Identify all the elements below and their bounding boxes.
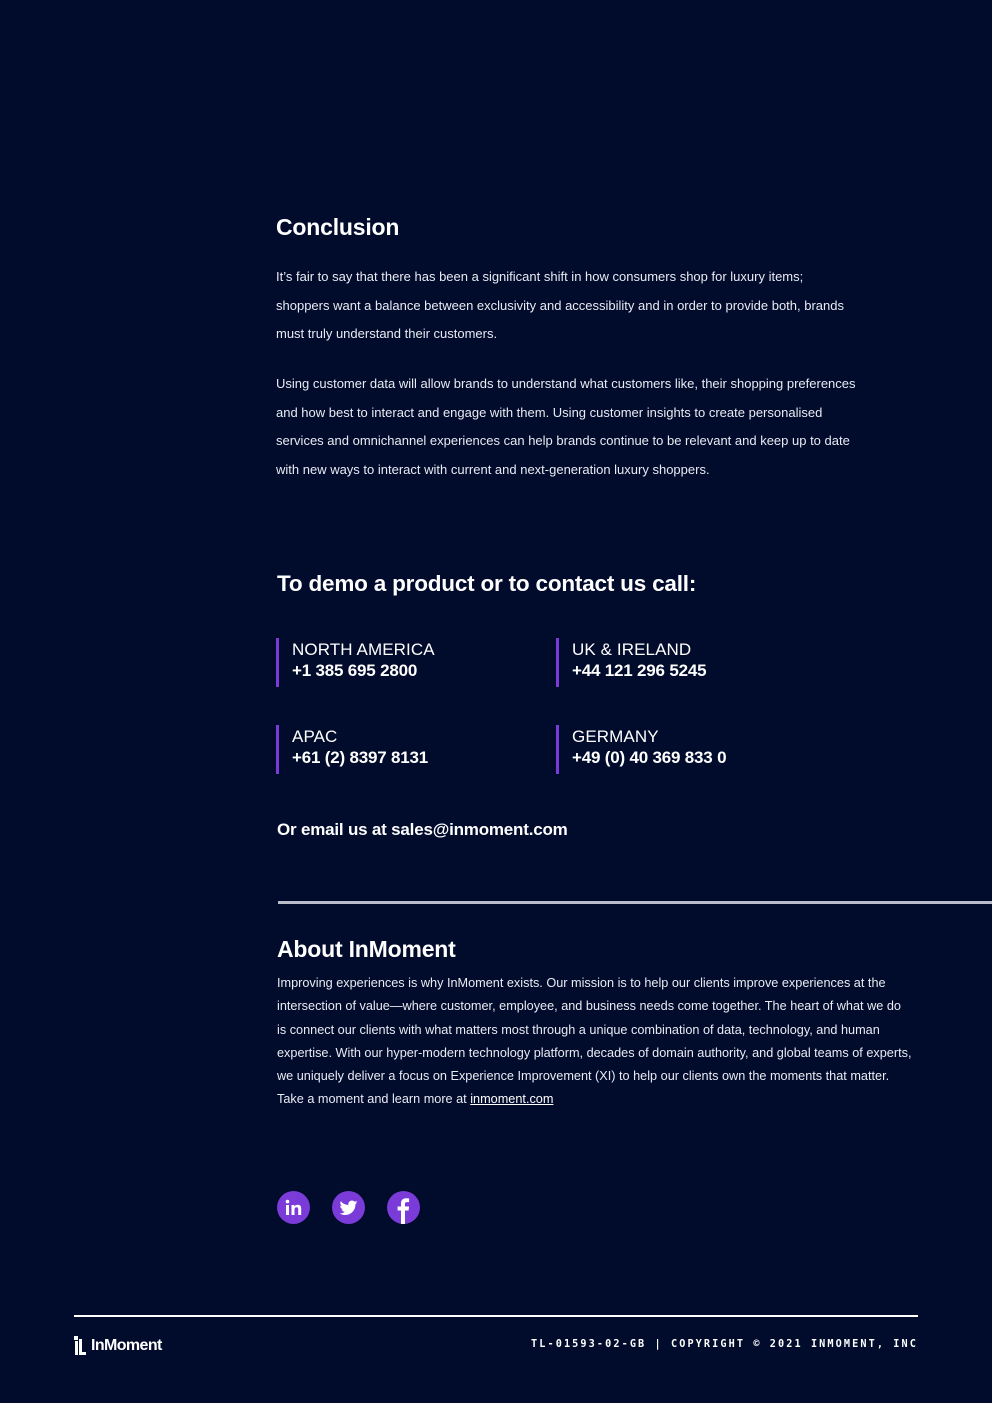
phone-number[interactable]: +61 (2) 8397 8131 [292, 748, 429, 767]
contact-uk-ireland [556, 638, 786, 687]
section-divider [278, 901, 992, 904]
phone-number[interactable]: +1 385 695 2800 [292, 661, 418, 680]
email-line[interactable]: Or email us at sales@inmoment.com [277, 820, 568, 839]
about-text: Improving experiences is why InMoment exists. Our mission is to help our clients improve experiences at the intersection of value—where customer, employee, and business needs come together. The heart of what we do is connect our clients with what matters most through a unique combination of data, technology, and human expertise. With our hyper-modern technology platform, decades of domain authority, and global teams of experts, we uniquely deliver a focus on Experience Improvement (XI) to help our clients own the moments that matter. Take a moment and learn more at [277, 976, 912, 1107]
contact-heading: To demo a product or to contact us call: [277, 571, 697, 596]
footer-rule [74, 1315, 918, 1317]
twitter-button[interactable] [332, 1191, 365, 1224]
footer-code: TL-01593-02-GB | COPYRIGHT © 2021 INMOMENT, INC [531, 1339, 918, 1350]
contact-apac [276, 725, 506, 774]
linkedin-icon [277, 1191, 310, 1224]
conclusion-heading: Conclusion [276, 214, 400, 240]
linkedin-button[interactable] [277, 1191, 310, 1224]
region-label: APAC [292, 727, 338, 746]
twitter-icon [332, 1191, 365, 1224]
facebook-button[interactable] [387, 1191, 420, 1224]
about-link[interactable]: inmoment.com [470, 1092, 554, 1107]
inmoment-logo-icon [74, 1336, 86, 1356]
about-heading: About InMoment [277, 936, 456, 962]
region-label: UK & IRELAND [572, 640, 692, 659]
region-label: GERMANY [572, 727, 659, 746]
footer-brand: InMoment [91, 1337, 162, 1354]
conclusion-paragraph-1: It’s fair to say that there has been a significant shift in how consumers shop for luxury items; shoppers want a balance between exclusivity and accessibility and in order to provide both, brands must truly understand their customers. [276, 269, 845, 341]
contact-germany [556, 725, 786, 774]
phone-number[interactable]: +44 121 296 5245 [572, 661, 707, 680]
footer-logo[interactable] [74, 1335, 162, 1357]
conclusion-paragraph-2: Using customer data will allow brands to understand what customers like, their shopping preferences and how best to interact and engage with them. Using customer insights to create personalised services and omnichannel experiences can help brands continue to be relevant and keep up to date with new ways to interact with current and next-generation luxury shoppers. [276, 376, 856, 477]
contact-north-america [276, 638, 506, 687]
phone-number[interactable]: +49 (0) 40 369 833 0 [572, 748, 727, 767]
region-label: NORTH AMERICA [292, 640, 435, 659]
about-paragraph [277, 972, 912, 1112]
facebook-icon [387, 1191, 420, 1224]
